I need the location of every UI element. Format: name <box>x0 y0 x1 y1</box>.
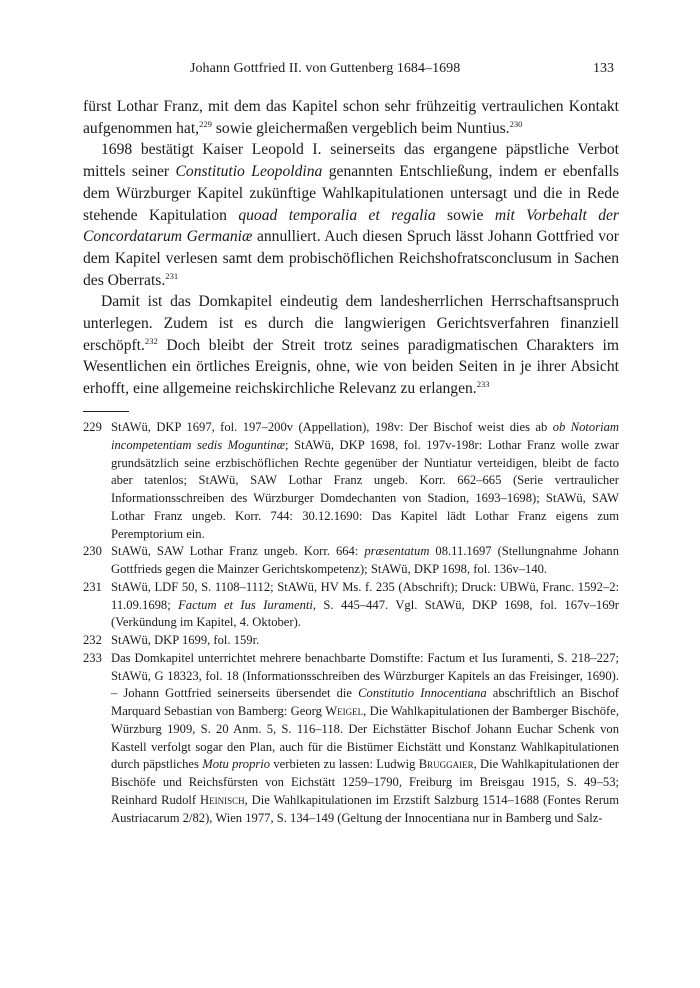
footnote-229 <box>83 419 619 543</box>
footnote-number: 232 <box>83 633 102 647</box>
footnote-number: 230 <box>83 544 102 559</box>
page-number: 133 <box>593 61 614 76</box>
footnote-text: StAWü, SAW Lothar Franz ungeb. Korr. 664: præsentatum 08.11.1697 (Stellungnahme Johann Gottfrieds gegen die Mainzer Gerichtskompetenz); StAWü, DKP 1698, fol. 136v–140. <box>111 544 619 576</box>
author-name: Weigel <box>325 704 364 718</box>
footnote-ref-231[interactable]: 231 <box>165 270 179 281</box>
footnote-230 <box>83 543 619 579</box>
paragraph-3: Damit ist das Domkapitel eindeutig dem landesherrlichen Herrschaftsanspruch unterlegen. Zudem ist es durch die langwierigen Gerichtsverfahren finanziell erschöpft.$^{232}$ Doch bleibt der Streit trotz seines paradigmatischen Charakters im Wesentlichen ein örtliches Ereignis, ohne, wie von beiden Seiten in je ihrer Absicht erhofft, eine allgemeine reichskirchliche Relevanz zu erlangen.$^{233}$ <box>83 293 619 398</box>
paragraph-2: 1698 bestätigt Kaiser Leopold I. seinerseits das ergangene päpstliche Verbot mittels seiner Constitutio Leopoldina genannten Entschließung, indem er ebenfalls dem Würzburger Kapitel zukünftige Wahlkapitulationen untersagt und die in Rede stehende Kapitulation quoad temporalia et regalia sowie mit Vorbehalt der Concordatarum Germaniæ annulliert. Auch diesen Spruch lässt Johann Gottfried vor dem Kapitel verlesen samt dem probischöflichen Reichshofratsconclusum in Sachen des Oberrats.$^{231}$ <box>83 141 619 289</box>
author-name: Heinisch <box>199 792 245 807</box>
footnotes <box>83 419 619 827</box>
footnote-text: StAWü, DKP 1699, fol. 159r. <box>111 633 260 647</box>
footnote-232 <box>83 632 619 650</box>
footnote-number: 229 <box>83 420 102 434</box>
footnote-separator <box>83 411 129 412</box>
footnote-ref-229[interactable]: 229 <box>199 118 212 129</box>
main-text <box>83 96 619 400</box>
footnote-text: Das Domkapitel unterrichtet mehrere benachbarte Domstifte: Factum et Ius Iuramenti, S. 218–227; StAWü, G 18323, fol. 18 (Informationsschreiben des Würzburger Kapitels an das Freisinger, 1690). – Johann Gottfried seinerseits übersendet die Constitutio Innocentiana abschriftlich an Bischof Marquard Sebastian von Bamberg: Georg Weigel, Die Wahlkapitulationen der Bamberger Bischöfe, Würzburg 1909, S. 20 Anm. 5, S. 116–118. Der Eichstätter Bischof Johann Euchar Schenk von Kastell verfolgt sogar den Plan, auch für die Bistümer Eichstätt und Konstanz Wahlkapitulationen durch päpstliches Motu proprio verbieten zu lassen: Ludwig Bruggaier, Die Wahlkapitulationen der Bischöfe und Reichsfürsten von Eichstätt 1259–1790, Freiburg im Breisgau 1915, S. 49–53; Reinhard Rudolf Heinisch, Die Wahlkapitulationen im Erzstift Salzburg 1514–1688 (Fontes Rerum Austriacarum 2/82), Wien 1977, S. 134–149 (Geltung der Innocentiana nur in Bamberg und Salz- <box>111 650 619 825</box>
footnote-ref-232[interactable]: 232 <box>144 335 158 346</box>
paragraph-1: fürst Lothar Franz, mit dem das Kapitel schon sehr frühzeitig vertraulichen Kontakt aufgenommen hat,$^{229}$ sowie gleichermaßen vergeblich beim Nuntius.$^{230}$ <box>83 98 619 137</box>
footnote-231 <box>83 579 619 632</box>
footnote-ref-230[interactable]: 230 <box>509 118 523 129</box>
footnote-233 <box>83 650 619 828</box>
author-name: Bruggaier <box>418 757 474 772</box>
running-head: Johann Gottfried II. von Guttenberg 1684–1698 <box>190 61 461 76</box>
footnote-number: 233 <box>83 650 102 665</box>
footnote-number: 231 <box>83 579 102 594</box>
footnote-text: StAWü, LDF 50, S. 1108–1112; StAWü, HV Ms. f. 235 (Abschrift); Druck: UBWü, Franc. 1592–2: 11.09.1698; Factum et Ius Iuramenti, S. 445–447. Vgl. StAWü, DKP 1698, fol. 167v–169r (Verkündung im Kapitel, 4. Oktober). <box>111 579 619 630</box>
footnote-ref-233[interactable]: 233 <box>476 378 490 389</box>
footnote-text: StAWü, DKP 1697, fol. 197–200v (Appellation), 198v: Der Bischof weist dies ab ob Notoriam incompetentiam sedis Moguntinæ; StAWü, DKP 1698, fol. 197v-198r: Lothar Franz wolle zwar grundsätzlich seine erzbischöflichen Rechte gegenüber der Nuntiatur verteidigen, bleibt de facto aber tatenlos; StAWü, SAW Lothar Franz ungeb. Korr. 662–665 (Serie vertraulicher Informationsschreiben des Würzburger Domdechanten von Stadion, 1693–1698); StAWü, SAW Lothar Franz ungeb. Korr. 744: 30.12.1690: Das Kapitel lädt Lothar Franz eigens zum Peremptorium ein. <box>111 420 619 541</box>
